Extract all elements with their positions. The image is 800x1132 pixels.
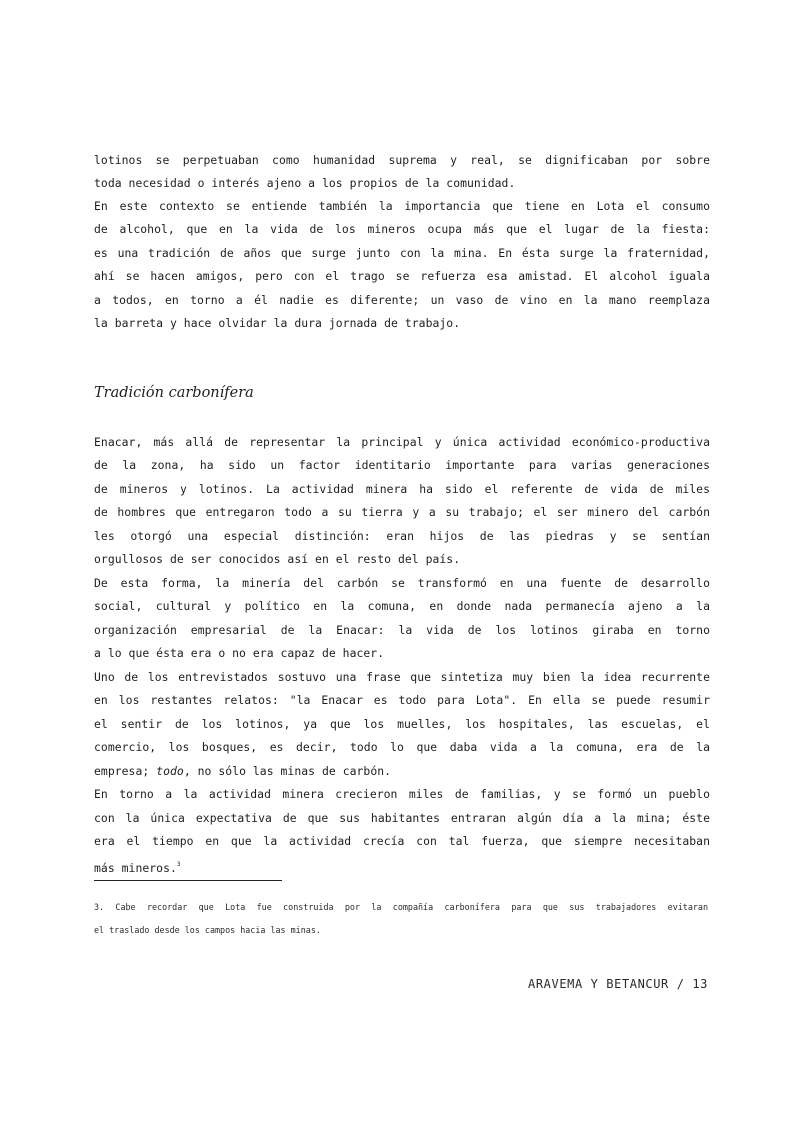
body-text-line — [94, 763, 710, 779]
body-text-line: comercio, los bosques, es decir, todo lo que daba vida a la comuna, era de la — [94, 740, 710, 754]
body-text-line: es una tradición de años que surge junto con la mina. En ésta surge la fraternidad, — [94, 246, 710, 260]
body-text-line: en los restantes relatos: "la Enacar es todo para Lota". En ella se puede resumir — [94, 693, 710, 707]
text-run: más mineros. — [94, 861, 177, 875]
body-text-line: De esta forma, la minería del carbón se transformó en una fuente de desarrollo — [94, 576, 710, 590]
body-text-line: a lo que ésta era o no era capaz de hacer. — [94, 646, 385, 660]
body-text-line: En este contexto se entiende también la importancia que tiene en Lota el consumo — [94, 199, 710, 213]
body-text-line: Uno de los entrevistados sostuvo una frase que sintetiza muy bien la idea recurrente — [94, 670, 710, 684]
text-run: , no sólo las minas de carbón. — [183, 764, 392, 778]
footnote-text: el traslado desde los campos hacia las minas. — [94, 925, 321, 935]
emphasis-text: todo — [156, 764, 184, 778]
body-text-line: de la zona, ha sido un factor identitario importante para varias generaciones — [94, 458, 710, 472]
body-text-line: era el tiempo en que la actividad crecía con tal fuerza, que siempre necesitaban — [94, 834, 710, 848]
body-text-line: el sentir de los lotinos, ya que los muelles, los hospitales, las escuelas, el — [94, 717, 710, 731]
document-page — [94, 0, 710, 1132]
footnote-text: 3. Cabe recordar que Lota fue construida por la compañía carbonífera para que sus trabajadores evitaran — [94, 902, 708, 912]
page-footer: ARAVEMA Y BETANCUR / 13 — [528, 977, 708, 991]
body-text-line: ahí se hacen amigos, pero con el trago se refuerza esa amistad. El alcohol iguala — [94, 269, 710, 283]
body-text-line: social, cultural y político en la comuna, en donde nada permanecía ajeno a la — [94, 599, 710, 613]
body-text-line: de hombres que entregaron todo a su tierra y a su trabajo; el ser minero del carbón — [94, 505, 710, 519]
body-text-line: organización empresarial de la Enacar: la vida de los lotinos giraba en torno — [94, 623, 710, 637]
body-text-line: Enacar, más allá de representar la principal y única actividad económico-productiva — [94, 435, 710, 449]
text-run: empresa; — [94, 764, 157, 778]
footnote-reference[interactable]: 3 — [176, 861, 181, 868]
body-text-line: les otorgó una especial distinción: eran hijos de las piedras y se sentían — [94, 529, 710, 543]
body-text-line: En torno a la actividad minera crecieron miles de familias, y se formó un pueblo — [94, 787, 710, 801]
body-text-line: orgullosos de ser conocidos así en el resto del país. — [94, 552, 461, 566]
body-text-line: a todos, en torno a él nadie es diferente; un vaso de vino en la mano reemplaza — [94, 293, 710, 307]
body-text-line: lotinos se perpetuaban como humanidad suprema y real, se dignificaban por sobre — [94, 153, 710, 167]
body-text-line: de mineros y lotinos. La actividad minera ha sido el referente de vida de miles — [94, 482, 710, 496]
section-heading: Tradición carbonífera — [94, 385, 254, 401]
body-text-line: con la única expectativa de que sus habitantes entraran algún día a la mina; éste — [94, 811, 710, 825]
body-text-line: la barreta y hace olvidar la dura jornada de trabajo. — [94, 316, 461, 330]
body-text-line: de alcohol, que en la vida de los mineros ocupa más que el lugar de la fiesta: — [94, 222, 710, 236]
body-text-line — [94, 857, 710, 873]
body-text-line: toda necesidad o interés ajeno a los propios de la comunidad. — [94, 176, 516, 190]
footnote-divider — [94, 880, 282, 881]
